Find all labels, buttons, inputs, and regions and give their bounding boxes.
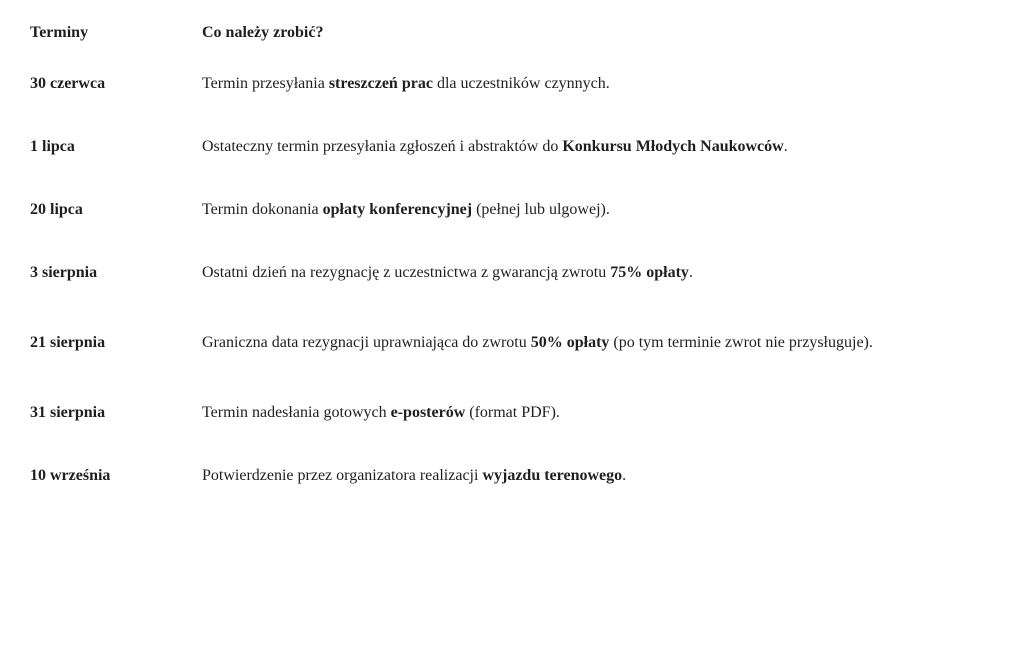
description-text: . (688, 263, 693, 281)
description-text: Ostatni dzień na rezygnację z uczestnictwa z gwarancją zwrotu (202, 263, 611, 281)
header-co-nalezy-zrobic: Co należy zrobić? (202, 24, 324, 41)
emphasis-text: streszczeń prac (328, 74, 433, 92)
deadline-date: 10 września (30, 466, 111, 484)
table-row (30, 178, 1002, 241)
description-text: (pełnej lub ulgowej). (472, 200, 610, 218)
description-text: . (783, 137, 788, 155)
deadline-description (202, 52, 1002, 115)
deadline-description (202, 304, 1002, 381)
description-text: dla uczestników czynnych. (432, 74, 610, 92)
description-text: Graniczna data rezygnacji uprawniająca do zwrotu (202, 333, 531, 351)
emphasis-text: 75% opłaty (610, 263, 689, 281)
deadlines-table-body (30, 14, 1002, 507)
description-text: Termin dokonania (202, 200, 323, 218)
deadlines-table (30, 14, 1002, 507)
deadline-date: 3 sierpnia (30, 263, 98, 281)
description-text: Potwierdzenie przez organizatora realizacji (202, 466, 483, 484)
deadline-date: 1 lipca (30, 137, 75, 155)
table-header-row (30, 14, 1002, 52)
deadline-description (202, 381, 1002, 444)
deadline-description (202, 115, 1002, 178)
deadline-date: 20 lipca (30, 200, 83, 218)
table-row (30, 381, 1002, 444)
deadline-description (202, 444, 1002, 507)
table-row (30, 241, 1002, 304)
description-text: . (622, 466, 627, 484)
deadline-date: 21 sierpnia (30, 333, 106, 351)
table-row (30, 444, 1002, 507)
emphasis-text: wyjazdu terenowego (482, 466, 623, 484)
description-text: Termin przesyłania (202, 74, 329, 92)
description-text: Ostateczny termin przesyłania zgłoszeń i abstraktów do (202, 137, 563, 155)
table-row (30, 115, 1002, 178)
emphasis-text: 50% opłaty (530, 333, 610, 351)
deadline-description (202, 178, 1002, 241)
table-row (30, 52, 1002, 115)
description-text: (format PDF). (465, 403, 560, 421)
deadline-date: 30 czerwca (30, 74, 106, 92)
header-terminy: Terminy (30, 24, 89, 41)
deadline-description (202, 241, 1002, 304)
emphasis-text: opłaty konferencyjnej (322, 200, 473, 218)
emphasis-text: e-posterów (390, 403, 466, 421)
table-row (30, 304, 1002, 381)
description-text: (po tym terminie zwrot nie przysługuje). (609, 333, 873, 351)
deadline-date: 31 sierpnia (30, 403, 106, 421)
description-text: Termin nadesłania gotowych (202, 403, 391, 421)
emphasis-text: Konkursu Młodych Naukowców (562, 137, 784, 155)
